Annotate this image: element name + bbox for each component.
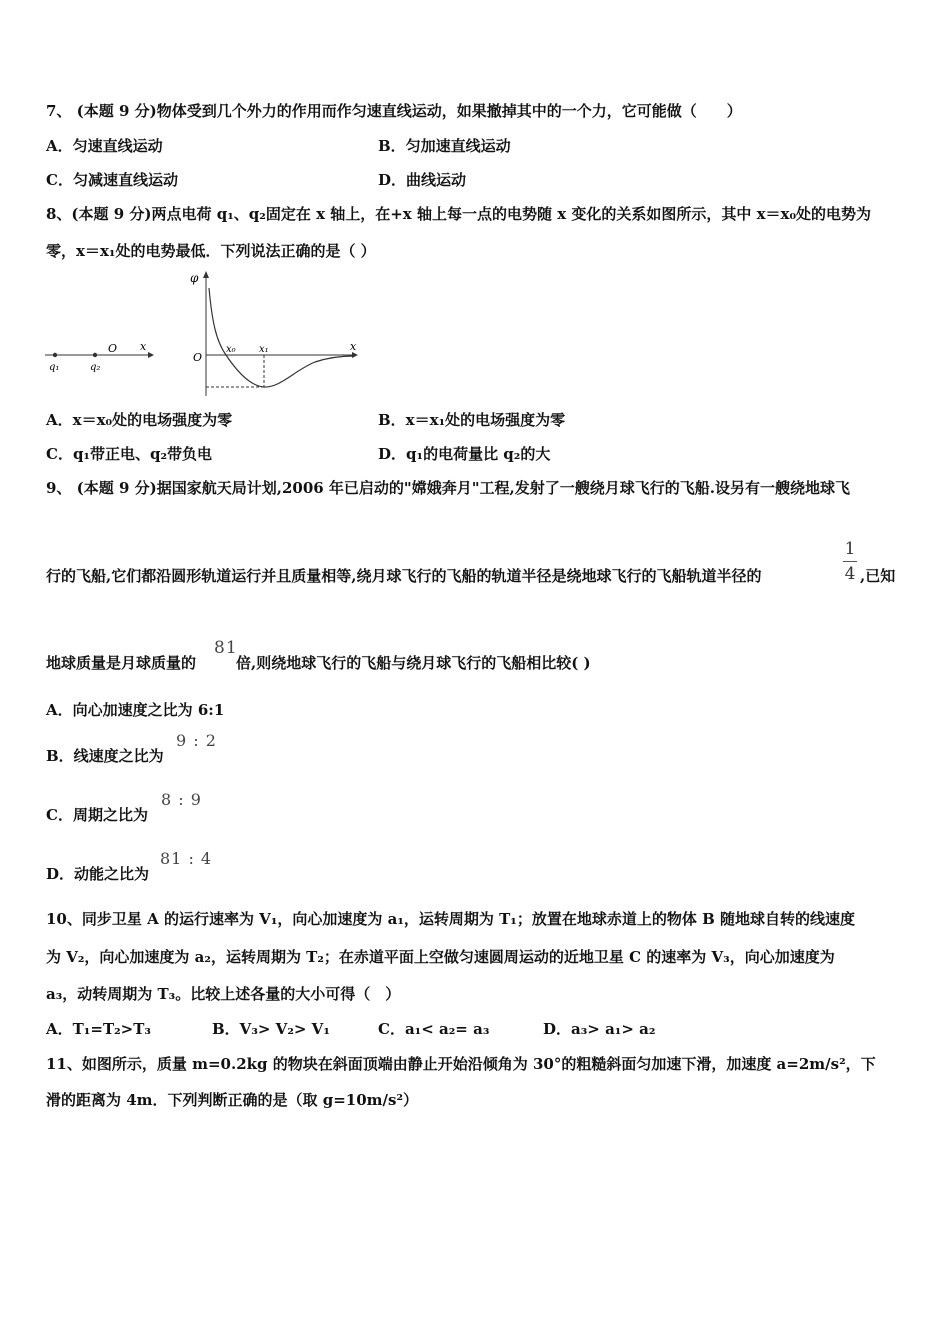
q9-stem-line1: 9、 (本题 9 分)据国家航天局计划,2006 年已启动的"嫦娥奔月"工程,发射了一艘绕月球飞行的飞船.设另有一艘绕地球飞	[46, 479, 851, 497]
q9-stem-line2: 行的飞船,它们都沿圆形轨道运行并且质量相等,绕月球飞行的飞船的轨道半径是绕地球飞行的飞船轨道半径的	[46, 567, 762, 585]
potential-graph	[190, 271, 358, 396]
left-origin-label: O	[108, 342, 118, 355]
q1-point	[53, 353, 57, 357]
q9-option-a: A．向心加速度之比为 6:1	[46, 701, 225, 719]
q8-option-d: D．q₁的电荷量比 q₂的大	[378, 445, 551, 463]
q8-option-b: B．x＝x₁处的电场强度为零	[378, 411, 566, 429]
x0-label: x₀	[226, 344, 236, 355]
q8-figure	[40, 266, 370, 406]
q9-stem-line3-end: 倍,则绕地球飞行的飞船与绕月球飞行的飞船相比较( )	[236, 654, 591, 672]
q1-label: q₁	[49, 362, 60, 373]
x1-label: x₁	[259, 344, 269, 355]
q7-option-b: B．匀加速直线运动	[378, 137, 511, 155]
q9-stem-line2-tail: ,已知	[860, 567, 896, 585]
right-x-label: x	[350, 340, 357, 353]
charge-axis	[45, 340, 154, 373]
q10-stem-line1: 10、同步卫星 A 的运行速率为 V₁，向心加速度为 a₁，运转周期为 T₁；放置在地球赤道上的物体 B 随地球自转的线速度	[46, 910, 855, 928]
q10-option-c: C．a₁< a₂= a₃	[378, 1020, 490, 1038]
q7-stem: 7、 (本题 9 分)物体受到几个外力的作用而作匀速直线运动，如果撤掉其中的一个力，它可能做（ ）	[46, 102, 742, 120]
q9-option-c: C．周期之比为	[46, 806, 148, 824]
q9-option-c-ratio: 8 : 9	[161, 790, 202, 809]
q7-option-d: D．曲线运动	[378, 171, 467, 189]
q9-option-b-ratio: 9 : 2	[176, 731, 217, 750]
q9-option-d-ratio: 81 : 4	[160, 849, 213, 868]
phi-label: φ	[190, 271, 199, 285]
q9-option-b: B．线速度之比为	[46, 747, 164, 765]
q10-option-b: B．V₃> V₂> V₁	[212, 1020, 330, 1038]
q9-stem-line3-start: 地球质量是月球质量的	[46, 654, 197, 672]
q8-option-c: C．q₁带正电、q₂带负电	[46, 445, 213, 463]
q10-stem-line2: 为 V₂，向心加速度为 a₂，运转周期为 T₂；在赤道平面上空做匀速圆周运动的近地卫星 C 的速率为 V₃，向心加速度为	[46, 948, 835, 966]
right-origin-label: O	[193, 351, 203, 364]
q7-option-c: C．匀减速直线运动	[46, 171, 178, 189]
q10-option-a: A．T₁=T₂>T₃	[46, 1020, 151, 1038]
q8-stem-line1: 8、(本题 9 分)两点电荷 q₁、q₂固定在 x 轴上，在+x 轴上每一点的电势随 x 变化的关系如图所示，其中 x＝x₀处的电势为	[46, 205, 872, 223]
q2-label: q₂	[90, 362, 101, 373]
q9-option-d: D．动能之比为	[46, 865, 150, 883]
q7-option-a: A．匀速直线运动	[46, 137, 163, 155]
q9-fraction-bar	[843, 561, 857, 562]
q9-mass-ratio: 81	[214, 638, 238, 658]
q9-fraction-denominator: 4	[844, 564, 856, 584]
left-x-label: x	[140, 340, 147, 353]
q2-point	[93, 353, 97, 357]
potential-curve	[209, 288, 354, 387]
q10-option-d: D．a₃> a₁> a₂	[543, 1020, 656, 1038]
q8-option-a: A．x＝x₀处的电场强度为零	[46, 411, 233, 429]
q9-fraction-numerator: 1	[844, 539, 856, 559]
q11-stem-line1: 11、如图所示，质量 m=0.2kg 的物块在斜面顶端由静止开始沿倾角为 30°的粗糙斜面匀加速下滑，加速度 a=2m/s²，下	[46, 1055, 876, 1073]
q10-stem-line3: a₃，动转周期为 T₃。比较上述各量的大小可得（ ）	[46, 985, 401, 1003]
q8-stem-line2: 零，x＝x₁处的电势最低．下列说法正确的是（ ）	[46, 242, 376, 260]
q11-stem-line2: 滑的距离为 4m．下列判断正确的是（取 g=10m/s²）	[46, 1091, 419, 1109]
